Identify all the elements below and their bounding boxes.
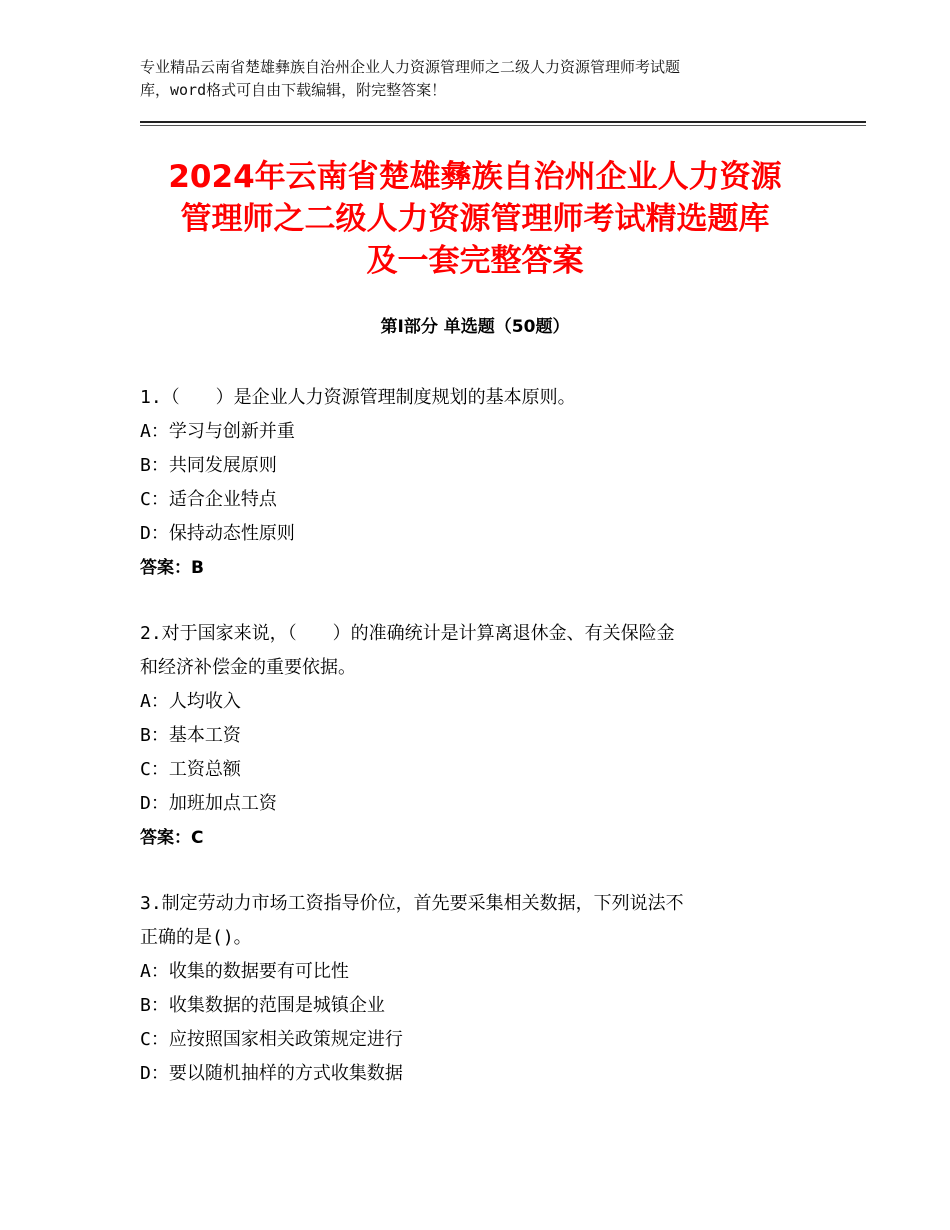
document-title — [100, 156, 850, 282]
section-heading: 第Ⅰ部分 单选题（50题） — [380, 317, 570, 337]
option-d: D：加班加点工资 — [140, 793, 277, 814]
question-1 — [140, 381, 810, 585]
option-a: A：学习与创新并重 — [140, 421, 295, 442]
answer: 答案：B — [140, 558, 204, 578]
header-note-line2: 库，word格式可自由下载编辑，附完整答案！ — [140, 81, 447, 99]
document-title-line1: 2024年云南省楚雄彝族自治州企业人力资源 — [168, 159, 782, 195]
header-divider-thin — [140, 125, 866, 126]
option-b: B：收集数据的范围是城镇企业 — [140, 995, 385, 1016]
question-2 — [140, 617, 810, 855]
header-note — [140, 56, 830, 102]
option-c: C：应按照国家相关政策规定进行 — [140, 1029, 403, 1050]
question-stem-continued: 和经济补偿金的重要依据。 — [140, 657, 356, 678]
question-stem-continued: 正确的是()。 — [140, 927, 252, 948]
option-a: A：收集的数据要有可比性 — [140, 961, 349, 982]
question-3 — [140, 887, 810, 1091]
option-d: D：要以随机抽样的方式收集数据 — [140, 1063, 403, 1084]
answer: 答案：C — [140, 828, 204, 848]
document-title-line3: 及一套完整答案 — [366, 243, 584, 279]
option-a: A：人均收入 — [140, 691, 241, 712]
option-d: D：保持动态性原则 — [140, 523, 295, 544]
question-stem: 1.（ ）是企业人力资源管理制度规划的基本原则。 — [140, 387, 576, 408]
option-c: C：工资总额 — [140, 759, 241, 780]
option-b: B：基本工资 — [140, 725, 241, 746]
option-c: C：适合企业特点 — [140, 489, 277, 510]
document-title-line2: 管理师之二级人力资源管理师考试精选题库 — [180, 201, 770, 237]
header-divider-thick — [140, 121, 866, 123]
header-note-line1: 专业精品云南省楚雄彝族自治州企业人力资源管理师之二级人力资源管理师考试题 — [140, 58, 681, 76]
question-stem: 2.对于国家来说，（ ）的准确统计是计算离退休金、有关保险金 — [140, 623, 675, 644]
question-list — [140, 381, 810, 1123]
question-stem: 3.制定劳动力市场工资指导价位，首先要采集相关数据，下列说法不 — [140, 893, 684, 914]
option-b: B：共同发展原则 — [140, 455, 277, 476]
